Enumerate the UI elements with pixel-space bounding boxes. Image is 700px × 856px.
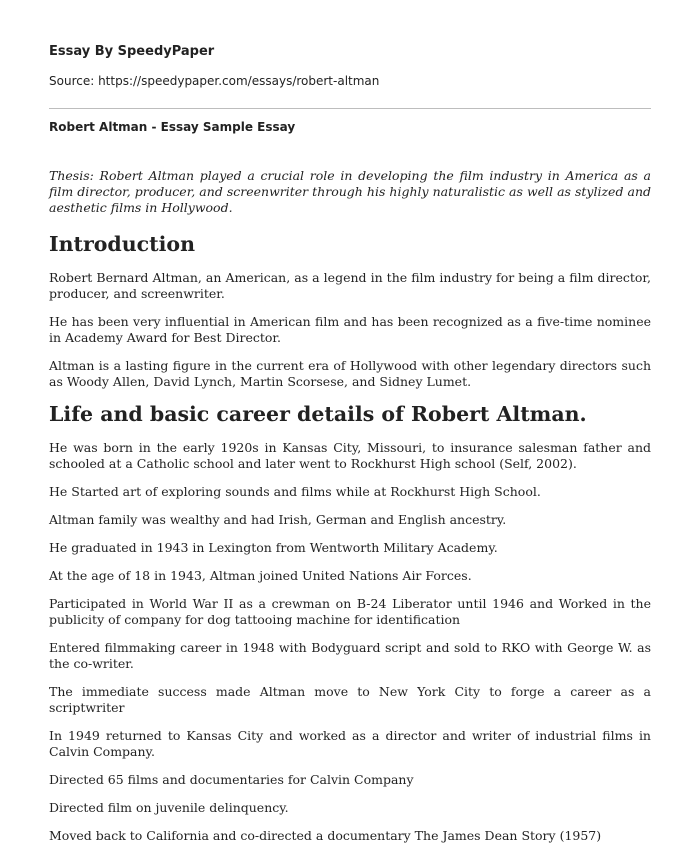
paragraph: He Started art of exploring sounds and films while at Rockhurst High School. [49,484,541,499]
section-life-career [49,402,651,844]
section-heading: Introduction [49,232,195,256]
paragraph: Directed film on juvenile delinquency. [49,800,289,815]
essay-body [49,168,651,856]
paragraph: He graduated in 1943 in Lexington from Wentworth Military Academy. [49,540,498,555]
paragraph: Directed 65 films and documentaries for Calvin Company [49,772,414,787]
paragraph: Participated in World War II as a crewman on B-24 Liberator until 1946 and Worked in the publicity of company for dog tattooing machine for identification [49,596,651,627]
paragraph: Entered filmmaking career in 1948 with Bodyguard script and sold to RKO with George W. as the co-writer. [49,640,651,671]
paragraph: In 1949 returned to Kansas City and worked as a director and writer of industrial films in Calvin Company. [49,728,651,759]
paragraph: Moved back to California and co-directed a documentary The James Dean Story (1957) [49,828,602,843]
document-title: Robert Altman - Essay Sample Essay [49,120,296,134]
paragraph: Robert Bernard Altman, an American, as a legend in the film industry for being a film director, producer, and screenwriter. [49,270,651,301]
header-title: Essay By SpeedyPaper [49,44,215,59]
paragraph: He has been very influential in American film and has been recognized as a five-time nominee in Academy Award for Best Director. [49,314,651,345]
paragraph: Altman is a lasting figure in the current era of Hollywood with other legendary directors such as Woody Allen, David Lynch, Martin Scorsese, and Sidney Lumet. [49,358,651,389]
paragraph: He was born in the early 1920s in Kansas City, Missouri, to insurance salesman father and schooled at a Catholic school and later went to Rockhurst High school (Self, 2002). [49,440,651,471]
section-introduction [49,232,651,390]
paragraph: At the age of 18 in 1943, Altman joined United Nations Air Forces. [49,568,472,583]
source-line: Source: https://speedypaper.com/essays/robert-altman [49,74,380,88]
thesis-statement: Thesis: Robert Altman played a crucial role in developing the film industry in America as a film director, producer, and screenwriter through his highly naturalistic as well as stylized and aesthetic films in Hollywood. [49,168,651,215]
paragraph: Altman family was wealthy and had Irish, German and English ancestry. [49,512,507,527]
paragraph: The immediate success made Altman move to New York City to forge a career as a scriptwriter [49,684,651,715]
header-divider [49,108,651,109]
section-heading: Life and basic career details of Robert Altman. [49,402,587,426]
